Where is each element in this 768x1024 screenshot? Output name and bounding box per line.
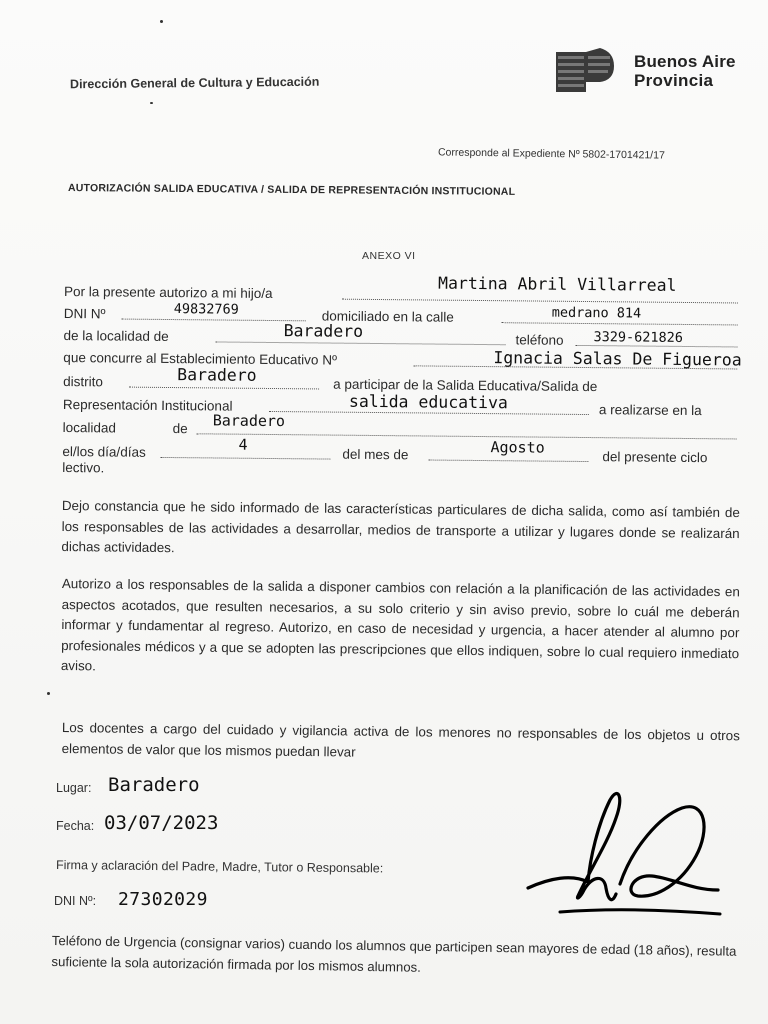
child-name-field[interactable]: Martina Abril Villarreal bbox=[437, 273, 677, 295]
paragraph-responsibility bbox=[61, 718, 739, 767]
localidad-field[interactable]: Baradero bbox=[283, 321, 364, 341]
dotted-line bbox=[502, 322, 738, 325]
dotted-line bbox=[428, 460, 588, 463]
dotted-line bbox=[129, 387, 319, 390]
telefono-field[interactable]: 3329-621826 bbox=[593, 329, 684, 346]
telefono-label: teléfono bbox=[515, 332, 564, 348]
dias-field[interactable]: 4 bbox=[238, 435, 248, 454]
signer-dni-label: DNI Nº: bbox=[54, 894, 97, 908]
establecimiento-label: que concurre al Establecimiento Educativo Nº bbox=[63, 349, 337, 368]
scan-speck bbox=[47, 692, 50, 695]
paragraph-informed-consent bbox=[61, 496, 740, 565]
form-line-establecimiento bbox=[63, 348, 742, 376]
localidad2-field[interactable]: Baradero bbox=[212, 411, 286, 431]
dotted-line bbox=[197, 433, 737, 439]
dotted-line bbox=[269, 411, 589, 415]
representacion-field[interactable]: salida educativa bbox=[348, 391, 508, 413]
fecha-field[interactable]: 03/07/2023 bbox=[104, 812, 219, 834]
dni-label: DNI Nº bbox=[63, 305, 106, 322]
paragraph-text: Los docentes a cargo del cuidado y vigilancia activa de los menores no responsables de los objetos u otros elementos de valor que los mismos puedan llevar bbox=[61, 719, 740, 760]
form-line-representacion bbox=[62, 391, 739, 423]
establecimiento-field[interactable]: Ignacia Salas De Figueroa bbox=[493, 348, 742, 370]
handwritten-signature bbox=[520, 778, 730, 928]
lugar-label: Lugar: bbox=[56, 781, 92, 795]
organization-name: Dirección General de Cultura y Educación bbox=[69, 74, 320, 92]
localidad2-label-b: de bbox=[172, 421, 188, 437]
lectivo-label: lectivo. bbox=[62, 459, 105, 476]
lugar-field[interactable]: Baradero bbox=[108, 774, 200, 796]
localidad2-label-a: localidad bbox=[62, 419, 117, 436]
representacion-label: Representación Institucional bbox=[62, 396, 233, 414]
participar-label: a participar de la Salida Educativa/Salida de bbox=[333, 376, 598, 395]
ciclo-label: del presente ciclo bbox=[602, 449, 708, 466]
mes-field[interactable]: Agosto bbox=[490, 438, 545, 457]
domicilio-label: domiciliado en la calle bbox=[321, 308, 454, 325]
dotted-line bbox=[342, 299, 738, 304]
annex-label: ANEXO VI bbox=[362, 250, 416, 262]
street-field[interactable]: medrano 814 bbox=[551, 304, 642, 322]
distrito-field[interactable]: Baradero bbox=[177, 365, 257, 385]
distrito-label: distrito bbox=[63, 373, 103, 390]
dni-field[interactable]: 49832769 bbox=[173, 301, 239, 318]
form-line-localidad2 bbox=[62, 411, 739, 446]
paragraph-authorization-changes bbox=[61, 574, 740, 685]
logo-text-line1: Buenos Aire bbox=[634, 52, 736, 71]
scan-speck bbox=[160, 20, 163, 23]
dotted-line bbox=[160, 457, 330, 460]
scan-speck bbox=[150, 102, 153, 104]
firma-label: Firma y aclaración del Padre, Madre, Tutor o Responsable: bbox=[55, 858, 384, 876]
expediente-reference: Corresponde al Expediente Nº 5802-1701421/17 bbox=[437, 146, 665, 162]
fecha-label: Fecha: bbox=[56, 819, 95, 833]
dotted-line bbox=[216, 341, 506, 345]
dias-label: el/los día/días bbox=[62, 443, 146, 460]
paragraph-text: Autorizo a los responsables de la salida a disponer cambios con relación a la planificación de las actividades en aspectos acotados, que resulten necesarios, a su solo criterio y sin aviso previo, sobre lo cuál me deberán informar y fundamentar al regreso. Autorizo, en caso de necesidad y urgencia, a hacer atender al alumno por profesionales médicos y a que se adopten las prescripciones que ellos indiquen, sobre lo cual requiero inmediato aviso. bbox=[60, 575, 740, 674]
dotted-line bbox=[122, 319, 306, 322]
child-label: Por la presente autorizo a mi hijo/a bbox=[63, 284, 273, 302]
document-title: AUTORIZACIÓN SALIDA EDUCATIVA / SALIDA DE REPRESENTACIÓN INSTITUCIONAL bbox=[67, 182, 516, 198]
mes-label: del mes de bbox=[342, 446, 409, 463]
localidad-label: de la localidad de bbox=[63, 327, 169, 345]
footer-text: Teléfono de Urgencia (consignar varios) cuando los alumnos que participen sean mayores de edad (18 años), resulta suficiente la sola autorización firmada por los mismos alumnos. bbox=[51, 932, 737, 975]
signer-dni-field[interactable]: 27302029 bbox=[118, 889, 208, 910]
logo-text-line2: Provincia bbox=[634, 71, 714, 90]
paragraph-text: Dejo constancia que he sido informado de las características particulares de dicha salida, como así también de los responsables de las actividades a desarrollar, medios de transporte a utilizar y lugares donde se realizarán dichas actividades. bbox=[61, 497, 740, 556]
realizarse-label: a realizarse en la bbox=[598, 402, 702, 419]
